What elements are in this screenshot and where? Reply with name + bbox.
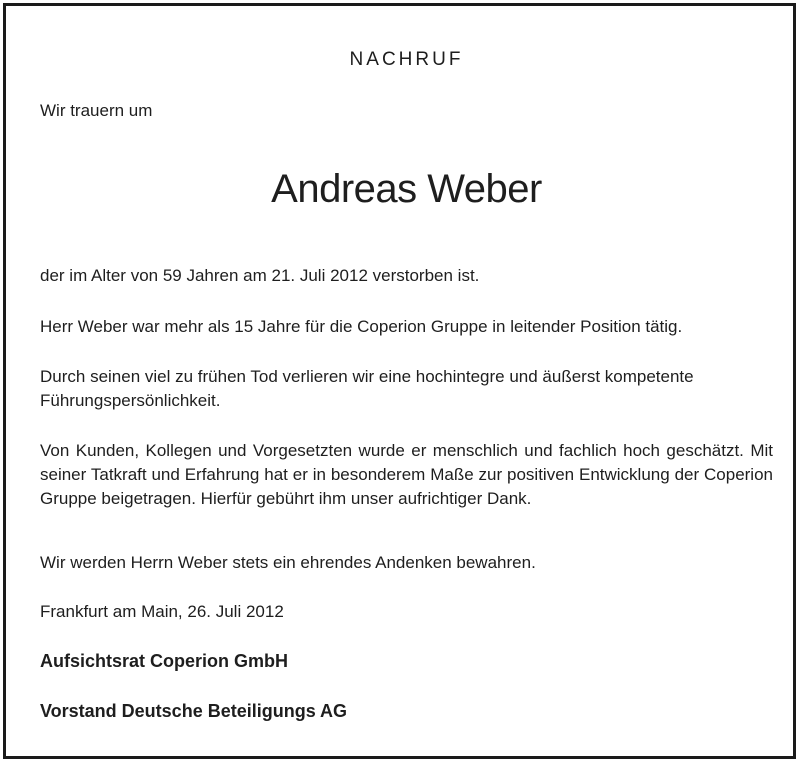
age-and-date-paragraph: der im Alter von 59 Jahren am 21. Juli 2012 verstorben ist. [40, 266, 480, 285]
intro-text: Wir trauern um [40, 101, 153, 120]
loss-paragraph: Durch seinen viel zu frühen Tod verlieren wir eine hochintegre und äußerst kompetente Führungspersönlichkeit. [40, 367, 694, 410]
remembrance-paragraph: Wir werden Herrn Weber stets ein ehrendes Andenken bewahren. [40, 553, 536, 572]
notice-frame [3, 3, 796, 759]
appreciation-paragraph: Von Kunden, Kollegen und Vorgesetzten wurde er menschlich und fachlich hoch geschätzt. Mit seiner Tatkraft und Erfahrung hat er in besonderem Maße zur positiven Entwicklung der Coperion Gruppe beigetragen. Hierfür gebührt ihm unser aufrichtiger Dank. [40, 441, 773, 508]
career-paragraph: Herr Weber war mehr als 15 Jahre für die Coperion Gruppe in leitender Position tätig. [40, 317, 683, 336]
place-and-date: Frankfurt am Main, 26. Juli 2012 [40, 602, 284, 621]
signatory-supervisory-board: Aufsichtsrat Coperion GmbH [40, 651, 289, 671]
signatory-management-board: Vorstand Deutsche Beteiligungs AG [40, 701, 348, 721]
deceased-name: Andreas Weber [271, 167, 542, 211]
notice-heading: NACHRUF [349, 49, 464, 70]
